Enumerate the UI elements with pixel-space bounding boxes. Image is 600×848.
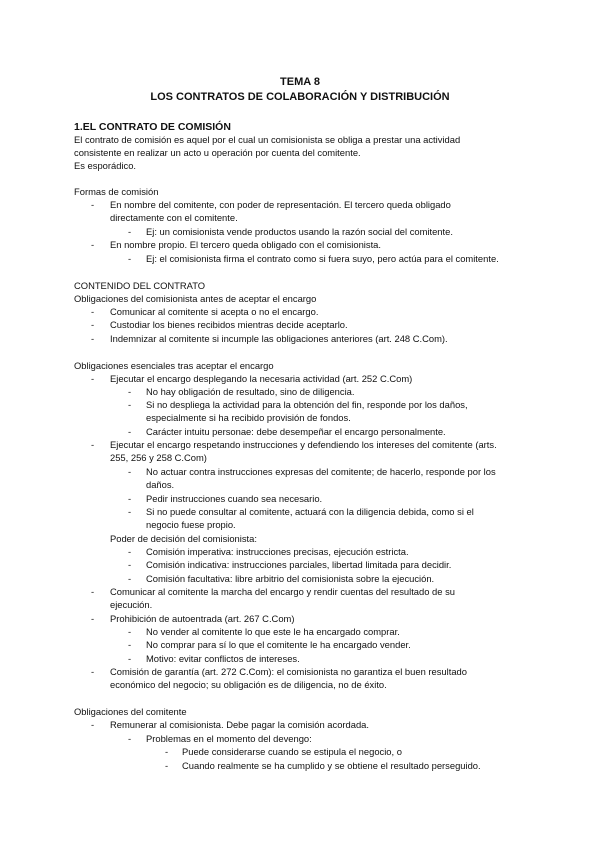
list-item: Motivo: evitar conflictos de intereses. xyxy=(146,653,300,664)
list-item: No hay obligación de resultado, sino de diligencia. xyxy=(146,386,355,397)
list-item: Prohibición de autoentrada (art. 267 C.Com) xyxy=(110,613,295,624)
subheading: Obligaciones del comitente xyxy=(74,706,187,717)
bullet-dash: - xyxy=(128,546,132,557)
bullet-dash: - xyxy=(128,506,132,517)
bullet-dash: - xyxy=(165,746,169,757)
bullet-dash: - xyxy=(128,493,132,504)
bullet-dash: - xyxy=(128,626,132,637)
bullet-dash: - xyxy=(128,653,132,664)
bullet-dash: - xyxy=(91,613,95,624)
paragraph-line: consistente en realizar un acto u operación por cuenta del comitente. xyxy=(74,147,361,158)
bullet-dash: - xyxy=(128,559,132,570)
list-item: No actuar contra instrucciones expresas del comitente; de hacerlo, responde por los xyxy=(146,466,496,477)
subheading: CONTENIDO DEL CONTRATO xyxy=(74,280,206,291)
bullet-dash: - xyxy=(91,586,95,597)
list-item-cont: negocio fuese propio. xyxy=(146,519,236,530)
bullet-dash: - xyxy=(128,639,132,650)
bullet-dash: - xyxy=(165,760,169,771)
bullet-dash: - xyxy=(91,373,95,384)
bullet-dash: - xyxy=(91,666,95,677)
list-item: Comunicar al comitente si acepta o no el encargo. xyxy=(110,306,319,317)
list-item: En nombre propio. El tercero queda obligado con el comisionista. xyxy=(110,239,381,250)
paragraph-line: Es esporádico. xyxy=(74,160,137,171)
list-item: Si no puede consultar al comitente, actuará con la diligencia debida, como si el xyxy=(146,506,474,517)
list-item: Comisión de garantía (art. 272 C.Com): el comisionista no garantiza el buen resultado xyxy=(110,666,467,677)
bullet-dash: - xyxy=(91,319,95,330)
list-item: Ej: el comisionista firma el contrato como si fuera suyo, pero actúa para el comitente. xyxy=(146,253,499,264)
bullet-dash: - xyxy=(91,333,95,344)
list-item: Indemnizar al comitente si incumple las obligaciones anteriores (art. 248 C.Com). xyxy=(110,333,448,344)
bullet-dash: - xyxy=(128,733,132,744)
list-item: En nombre del comitente, con poder de representación. El tercero queda obligado xyxy=(110,199,451,210)
bullet-dash: - xyxy=(91,439,95,450)
list-item-cont: ejecución. xyxy=(110,599,153,610)
bullet-dash: - xyxy=(128,386,132,397)
subheading: Formas de comisión xyxy=(74,186,159,197)
bullet-dash: - xyxy=(128,573,132,584)
list-item: Ejecutar el encargo desplegando la necesaria actividad (art. 252 C.Com) xyxy=(110,373,413,384)
bullet-dash: - xyxy=(91,239,95,250)
list-item-cont: especialmente si ha recibido provisión de fondos. xyxy=(146,412,351,423)
bullet-dash: - xyxy=(91,199,95,210)
page-title: LOS CONTRATOS DE COLABORACIÓN Y DISTRIBUCIÓN xyxy=(150,91,450,103)
list-item-cont: económico del negocio; su obligación es de diligencia, no de éxito. xyxy=(110,679,387,690)
list-item: Comisión indicativa: instrucciones parciales, libertad limitada para decidir. xyxy=(146,559,452,570)
list-item-cont: daños. xyxy=(146,479,175,490)
list-item: Custodiar los bienes recibidos mientras decide aceptarlo. xyxy=(110,319,348,330)
section-heading: 1.EL CONTRATO DE COMISIÓN xyxy=(74,121,231,133)
subheading: Obligaciones esenciales tras aceptar el encargo xyxy=(74,360,274,371)
topic-number: TEMA 8 xyxy=(280,76,320,88)
list-item: Comunicar al comitente la marcha del encargo y rendir cuentas del resultado de su xyxy=(110,586,455,597)
paragraph-line: El contrato de comisión es aquel por el cual un comisionista se obliga a prestar una actividad xyxy=(74,134,461,145)
subheading: Obligaciones del comisionista antes de aceptar el encargo xyxy=(74,293,317,304)
list-item: Ejecutar el encargo respetando instrucciones y defendiendo los intereses del comitente (arts. xyxy=(110,439,497,450)
list-item: Problemas en el momento del devengo: xyxy=(146,733,312,744)
sub-label: Poder de decisión del comisionista: xyxy=(110,533,257,544)
list-item: Si no despliega la actividad para la obtención del fin, responde por los daños, xyxy=(146,399,468,410)
list-item-cont: 255, 256 y 258 C.Com) xyxy=(110,452,207,463)
bullet-dash: - xyxy=(91,306,95,317)
list-item: No vender al comitente lo que este le ha encargado comprar. xyxy=(146,626,400,637)
list-item: No comprar para sí lo que el comitente le ha encargado vender. xyxy=(146,639,411,650)
list-item: Comisión facultativa: libre arbitrio del comisionista sobre la ejecución. xyxy=(146,573,435,584)
list-item: Cuando realmente se ha cumplido y se obtiene el resultado perseguido. xyxy=(182,760,481,771)
list-item: Carácter intuitu personae: debe desempeñar el encargo personalmente. xyxy=(146,426,446,437)
list-item: Pedir instrucciones cuando sea necesario. xyxy=(146,493,323,504)
bullet-dash: - xyxy=(128,426,132,437)
bullet-dash: - xyxy=(128,466,132,477)
bullet-dash: - xyxy=(91,719,95,730)
bullet-dash: - xyxy=(128,399,132,410)
list-item: Puede considerarse cuando se estipula el negocio, o xyxy=(182,746,402,757)
bullet-dash: - xyxy=(128,226,132,237)
list-item: Remunerar al comisionista. Debe pagar la comisión acordada. xyxy=(110,719,369,730)
list-item-cont: directamente con el comitente. xyxy=(110,212,238,223)
bullet-dash: - xyxy=(128,253,132,264)
list-item: Comisión imperativa: instrucciones precisas, ejecución estricta. xyxy=(146,546,409,557)
list-item: Ej: un comisionista vende productos usando la razón social del comitente. xyxy=(146,226,453,237)
